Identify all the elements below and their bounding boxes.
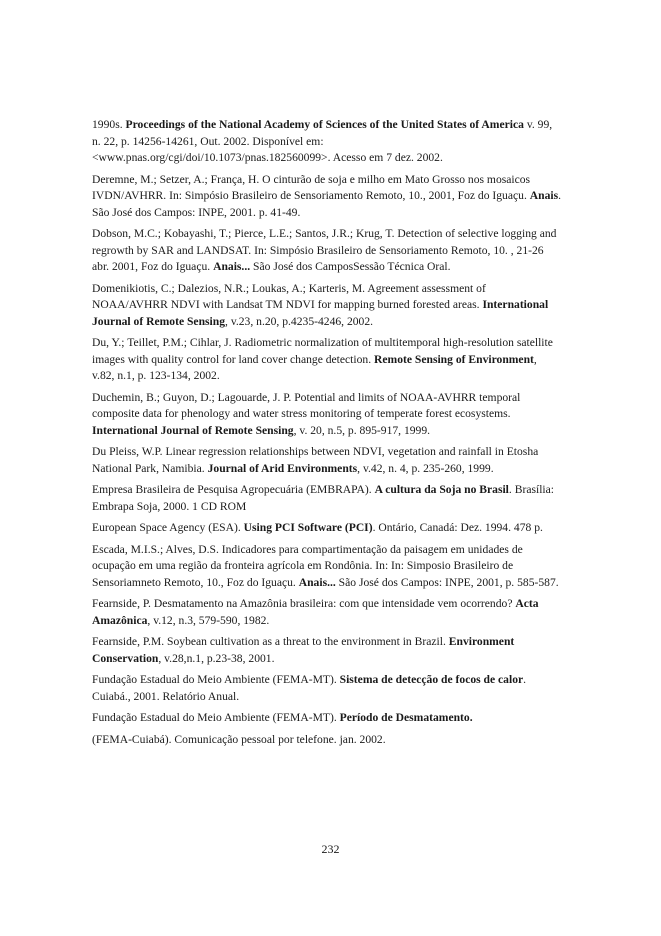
reference-title: International Journal of Remote Sensing bbox=[92, 298, 549, 328]
reference-text: , v.12, n.3, 579-590, 1982. bbox=[147, 613, 270, 627]
reference-text: Deremne, M.; Setzer, A.; França, H. O cinturão de soja e milho em Mato Grosso nos mosaicos IVDN/AVHRR. In: Simpósio Brasileiro de Sensoriamento Remoto, 10., 2001, Foz do Iguaçu. bbox=[92, 172, 531, 202]
reference-text: Fundação Estadual do Meio Ambiente (FEMA-MT). bbox=[92, 711, 340, 724]
reference-text: (FEMA-Cuiabá). Comunicação pessoal por telefone. jan. 2002. bbox=[92, 732, 386, 746]
reference-entry bbox=[92, 444, 562, 477]
reference-text: São José dos CamposSessão Técnica Oral. bbox=[250, 260, 451, 273]
reference-title: Período de Desmatamento. bbox=[339, 711, 473, 724]
reference-text: v. 99, n. 22, p. 14256-14261, Out. 2002. Disponível em: <www.pnas.org/cgi/doi/10.1073/pnas.182560099>. Acesso em 7 dez. 2002. bbox=[92, 118, 553, 164]
reference-entry bbox=[92, 335, 562, 385]
reference-text: Fearnside, P. Desmatamento na Amazônia brasileira: com que intensidade vem ocorrendo? bbox=[92, 597, 516, 610]
reference-entry bbox=[92, 596, 562, 629]
reference-title: Anais bbox=[529, 189, 559, 202]
reference-text: Empresa Brasileira de Pesquisa Agropecuária (EMBRAPA). bbox=[92, 483, 375, 496]
reference-entry bbox=[92, 732, 562, 749]
reference-title: A cultura da Soja no Brasil bbox=[374, 483, 509, 496]
reference-entry bbox=[92, 672, 562, 705]
reference-title: Journal of Arid Environments bbox=[207, 461, 358, 475]
reference-title: Remote Sensing of Environment bbox=[374, 352, 534, 366]
reference-title: Environment Conservation bbox=[92, 635, 515, 665]
reference-entry bbox=[92, 172, 562, 222]
reference-text: Fundação Estadual do Meio Ambiente (FEMA-MT). bbox=[92, 673, 340, 686]
reference-text: , v.28,n.1, p.23-38, 2001. bbox=[158, 651, 275, 665]
reference-text: Fearnside, P.M. Soybean cultivation as a threat to the environment in Brazil. bbox=[92, 635, 449, 648]
reference-text: , v.42, n. 4, p. 235-260, 1999. bbox=[357, 461, 494, 475]
reference-title: Using PCI Software (PCI) bbox=[243, 521, 373, 534]
reference-text: Domenikiotis, C.; Dalezios, N.R.; Loukas, A.; Karteris, M. Agreement assessment of NOAA/AVHRR NDVI with Landsat TM NDVI for mapping burned forested areas. bbox=[92, 281, 486, 311]
reference-text: , v. 20, n.5, p. 895-917, 1999. bbox=[293, 423, 431, 437]
reference-title: Anais... bbox=[213, 260, 251, 273]
reference-entry bbox=[92, 520, 562, 537]
reference-entry bbox=[92, 542, 562, 592]
reference-list bbox=[92, 117, 562, 753]
reference-entry bbox=[92, 390, 562, 440]
reference-text: Duchemin, B.; Guyon, D.; Lagouarde, J. P. Potential and limits of NOAA-AVHRR temporal composite data for phenology and water stress monitoring of temperate forest ecosystems. bbox=[92, 390, 521, 420]
reference-entry bbox=[92, 117, 562, 167]
reference-text: . Cuiabá., 2001. Relatório Anual. bbox=[92, 673, 527, 703]
reference-title: International Journal of Remote Sensing bbox=[92, 423, 294, 437]
reference-text: . São José dos Campos: INPE, 2001. p. 41-49. bbox=[92, 189, 562, 219]
reference-text: Escada, M.I.S.; Alves, D.S. Indicadores para compartimentação da paisagem em unidades de ocupação em uma região da fronteira agrícola em Rondônia. In: In: Simposio Brasileiro de Sensoriamneto Remoto, 10., Foz do Iguaçu. bbox=[92, 542, 523, 589]
reference-text: , v.82, n.1, p. 123-134, 2002. bbox=[92, 352, 537, 382]
reference-text: São José dos Campos: INPE, 2001, p. 585-587. bbox=[335, 575, 559, 589]
reference-entry bbox=[92, 281, 562, 331]
reference-text: European Space Agency (ESA). bbox=[92, 521, 244, 534]
reference-title: Sistema de detecção de focos de calor bbox=[339, 673, 524, 686]
reference-text: . Ontário, Canadá: Dez. 1994. 478 p. bbox=[372, 521, 543, 534]
reference-entry bbox=[92, 634, 562, 667]
reference-text: . Brasília: Embrapa Soja, 2000. 1 CD ROM bbox=[92, 483, 555, 513]
reference-text: Du, Y.; Teillet, P.M.; Cihlar, J. Radiometric normalization of multitemporal high-resolution satellite images with quality control for land cover change detection. bbox=[92, 336, 553, 366]
reference-entry bbox=[92, 226, 562, 276]
reference-text: , v.23, n.20, p.4235-4246, 2002. bbox=[225, 314, 374, 328]
reference-text: Du Pleiss, W.P. Linear regression relationships between NDVI, vegetation and rainfall in Etosha National Park, Namibia. bbox=[92, 445, 539, 475]
reference-title: Anais... bbox=[298, 575, 336, 589]
reference-text: 1990s. bbox=[92, 118, 126, 131]
reference-text: Dobson, M.C.; Kobayashi, T.; Pierce, L.E.; Santos, J.R.; Krug, T. Detection of selective logging and regrowth by SAR and LANDSAT. In: Simpósio Brasileiro de Sensoriamento Remoto, 10. , 21-26 abr. 2001, Foz do Iguaçu. bbox=[92, 227, 557, 273]
reference-entry bbox=[92, 482, 562, 515]
reference-entry bbox=[92, 710, 562, 727]
reference-title: Acta Amazônica bbox=[92, 597, 539, 627]
page-number: 232 bbox=[321, 842, 340, 856]
reference-title: Proceedings of the National Academy of Sciences of the United States of America bbox=[125, 118, 524, 131]
